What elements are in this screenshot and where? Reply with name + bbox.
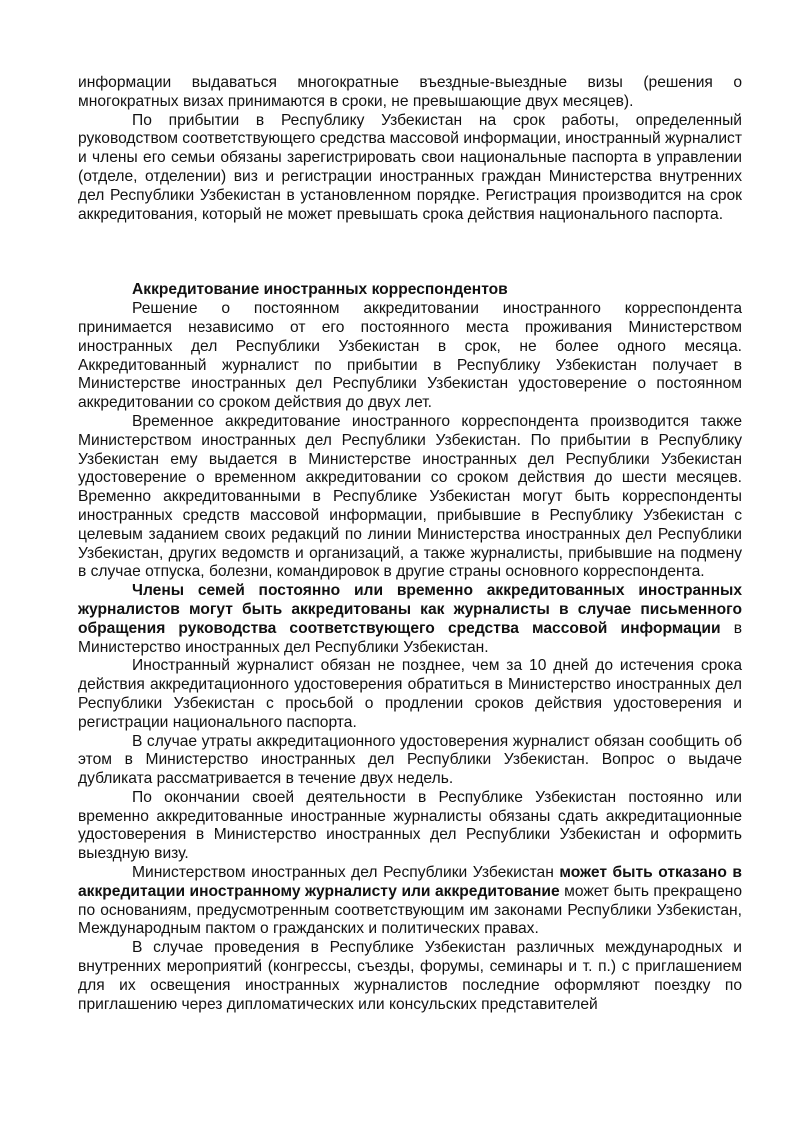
paragraph-family-members — [78, 582, 742, 657]
plain-text: может быть прекращено по основаниям, предусмотренным соответствующим им законами Республики Узбекистан, Международным пактом о гражданских и политических правах. — [78, 882, 742, 938]
paragraph-temporary-accreditation: Временное аккредитование иностранного корреспондента производится также Министерством иностранных дел Республики Узбекистан. По прибытии в Республику Узбекистан ему выдается в Министерстве иностранных дел Республики Узбекистан удостоверение о временном аккредитовании со сроком действия до шести месяцев. Временно аккредитованными в Республике Узбекистан могут быть корреспонденты иностранных средств массовой информации, прибывшие в Республику Узбекистан с целевым заданием своих редакций по линии Министерства иностранных дел Республики Узбекистан, других ведомств и организаций, а также журналисты, прибывшие на подмену в случае отпуска, болезни, командировок в другие страны основного корреспондента. — [78, 412, 742, 581]
paragraph-passport-registration: По прибытии в Республику Узбекистан на срок работы, определенный руководством соответствующего средства массовой информации, иностранный журналист и члены его семьи обязаны зарегистрировать свои национальные паспорта в управлении (отделе, отделении) виз и регистрации иностранных граждан Министерства внутренних дел Республики Узбекистан в установленном порядке. Регистрация производится на срок аккредитования, который не может превышать срока действия национального паспорта. — [78, 111, 742, 223]
plain-text: в Министерство иностранных дел Республики Узбекистан. — [78, 619, 742, 656]
paragraph-permanent-accreditation: Решение о постоянном аккредитовании иностранного корреспондента принимается независимо от его постоянного места проживания Министерством иностранных дел Республики Узбекистан в срок, не более одного месяца. Аккредитованный журналист по прибытии в Республику Узбекистан получает в Министерстве иностранных дел Республики Узбекистан удостоверение о постоянном аккредитовании со сроком действия до двух лет. — [78, 300, 742, 412]
bold-text: Члены семей постоянно или временно аккредитованных иностранных журналистов могут быть аккредитованы как журналисты в случае письменного обращения руководства соответствующего средства массовой информации — [78, 582, 742, 637]
paragraph-end-of-activity: По окончании своей деятельности в Республике Узбекистан постоянно или временно аккредитованные иностранные журналисты обязаны сдать аккредитационные удостоверения в Министерство иностранных дел Республики Узбекистан и оформить выездную визу. — [78, 788, 742, 863]
plain-text: Министерством иностранных дел Республики Узбекистан — [132, 864, 560, 882]
paragraph-events: В случае проведения в Республике Узбекистан различных международных и внутренних мероприятий (конгрессы, съезды, форумы, семинары и т. п.) с приглашением для их освещения иностранных журналистов последние оформляют поездку по приглашению через дипломатических или консульских представителей — [78, 939, 742, 1013]
section-spacer — [78, 224, 742, 281]
bold-text: может быть отказано в аккредитации иностранному журналисту или аккредитование — [78, 864, 742, 900]
paragraph-loss-of-certificate: В случае утраты аккредитационного удостоверения журналист обязан сообщить об этом в Министерство иностранных дел Республики Узбекистан. Вопрос о выдаче дубликата рассматривается в течение двух недель. — [78, 732, 742, 788]
paragraph-refusal — [78, 864, 742, 939]
paragraph-extension: Иностранный журналист обязан не позднее, чем за 10 дней до истечения срока действия аккредитационного удостоверения обратиться в Министерство иностранных дел Республики Узбекистан с просьбой о продлении сроков действия удостоверения и регистрации национального паспорта. — [78, 657, 742, 731]
paragraph-multi-entry-visas: информации выдаваться многократные въездные-выездные визы (решения о многократных визах принимаются в сроки, не превышающие двух месяцев). — [78, 74, 742, 110]
section-heading: Аккредитование иностранных корреспондентов — [132, 281, 508, 299]
